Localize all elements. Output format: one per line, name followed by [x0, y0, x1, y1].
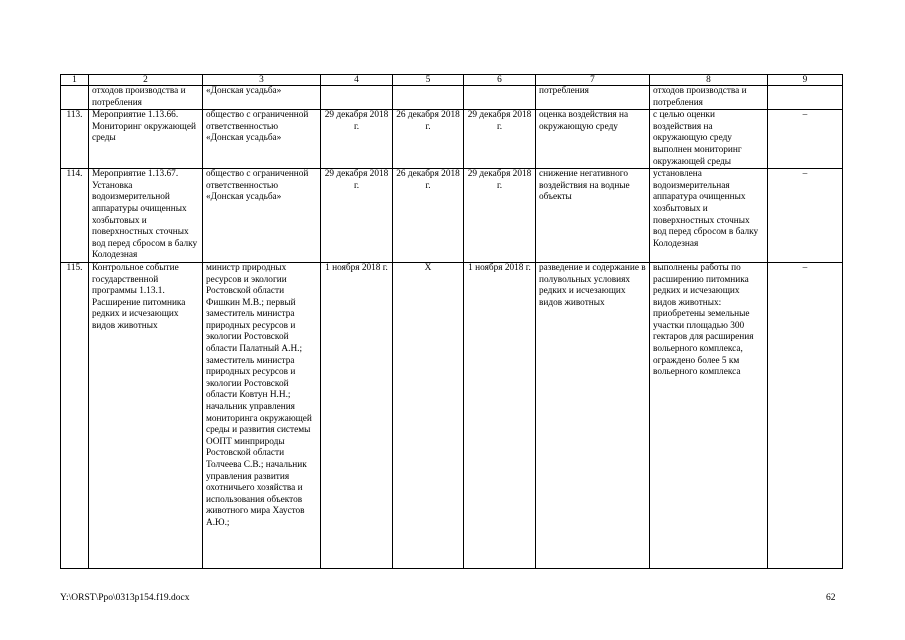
column-number: 8: [650, 75, 768, 86]
actual-end-cell: 29 декабря 2018 г.: [464, 169, 536, 263]
column-number: 9: [768, 75, 843, 86]
actual-result-cell: выполнены работы по расширению питомника редких и исчезающих видов животных: приобретены земельные участки площадью 300 гектаров для расширения вольерного комплекса, ограждено более 5 км вольерного комплекса: [650, 262, 768, 568]
column-number: 5: [393, 75, 464, 86]
planned-result-cell: снижение негативного воздействия на водные объекты: [536, 169, 650, 263]
reason-cell: [768, 86, 843, 110]
column-number: 7: [536, 75, 650, 86]
actual-result-cell: установлена водоизмерительная аппаратура очищенных хозбытовых и поверхностных сточных вод перед сбросом в балку Колодезная: [650, 169, 768, 263]
planned-date-cell: [321, 86, 393, 110]
event-name-cell: Мероприятие 1.13.66. Мониторинг окружающей среды: [89, 110, 203, 169]
actual-start-cell: 26 декабря 2018 г.: [393, 110, 464, 169]
row-number: [61, 86, 89, 110]
actual-start-cell: 26 декабря 2018 г.: [393, 169, 464, 263]
report-table: [60, 74, 843, 569]
column-number-row: [61, 75, 843, 86]
event-name-cell: Контрольное событие государственной программы 1.13.1. Расширение питомника редких и исчезающих видов животных: [89, 262, 203, 568]
row-number: 114.: [61, 169, 89, 263]
table-row: [61, 86, 843, 110]
table-row: [61, 110, 843, 169]
responsible-cell: «Донская усадьба»: [203, 86, 321, 110]
planned-date-cell: 1 ноября 2018 г.: [321, 262, 393, 568]
event-name-cell: отходов производства и потребления: [89, 86, 203, 110]
reason-cell: –: [768, 110, 843, 169]
table-row: [61, 262, 843, 568]
responsible-cell: общество с ограниченной ответственностью «Донская усадьба»: [203, 110, 321, 169]
document-path: Y:\ORST\Ppo\0313p154.f19.docx: [60, 593, 190, 603]
table-row: [61, 169, 843, 263]
planned-result-cell: оценка воздействия на окружающую среду: [536, 110, 650, 169]
actual-end-cell: 1 ноября 2018 г.: [464, 262, 536, 568]
row-number: 113.: [61, 110, 89, 169]
planned-date-cell: 29 декабря 2018 г.: [321, 110, 393, 169]
column-number: 3: [203, 75, 321, 86]
responsible-cell: общество с ограниченной ответственностью «Донская усадьба»: [203, 169, 321, 263]
actual-start-cell: Х: [393, 262, 464, 568]
actual-end-cell: [464, 86, 536, 110]
planned-date-cell: 29 декабря 2018 г.: [321, 169, 393, 263]
row-number: 115.: [61, 262, 89, 568]
column-number: 1: [61, 75, 89, 86]
planned-result-cell: разведение и содержание в полувольных условиях редких и исчезающих видов животных: [536, 262, 650, 568]
actual-result-cell: отходов производства и потребления: [650, 86, 768, 110]
event-name-cell: Мероприятие 1.13.67. Установка водоизмерительной аппаратуры очищенных хозбытовых и поверхностных сточных вод перед сбросом в балку Колодезная: [89, 169, 203, 263]
reason-cell: –: [768, 262, 843, 568]
page-number: 62: [826, 593, 836, 603]
actual-end-cell: 29 декабря 2018 г.: [464, 110, 536, 169]
column-number: 4: [321, 75, 393, 86]
actual-start-cell: [393, 86, 464, 110]
column-number: 6: [464, 75, 536, 86]
column-number: 2: [89, 75, 203, 86]
actual-result-cell: с целью оценки воздействия на окружающую среду выполнен мониторинг окружающей среды: [650, 110, 768, 169]
reason-cell: –: [768, 169, 843, 263]
responsible-cell: министр природных ресурсов и экологии Ростовской области Фишкин М.В.; первый заместитель министра природных ресурсов и экологии Ростовской области Палатный А.Н.; заместитель министра природных ресурсов и экологии Ростовской области Ковтун Н.Н.; начальник управления мониторинга окружающей среды и развития системы ООПТ минприроды Ростовской области Толчеева С.В.; начальник управления развития охотничьего хозяйства и использования объектов животного мира Хаустов А.Ю.;: [203, 262, 321, 568]
planned-result-cell: потребления: [536, 86, 650, 110]
